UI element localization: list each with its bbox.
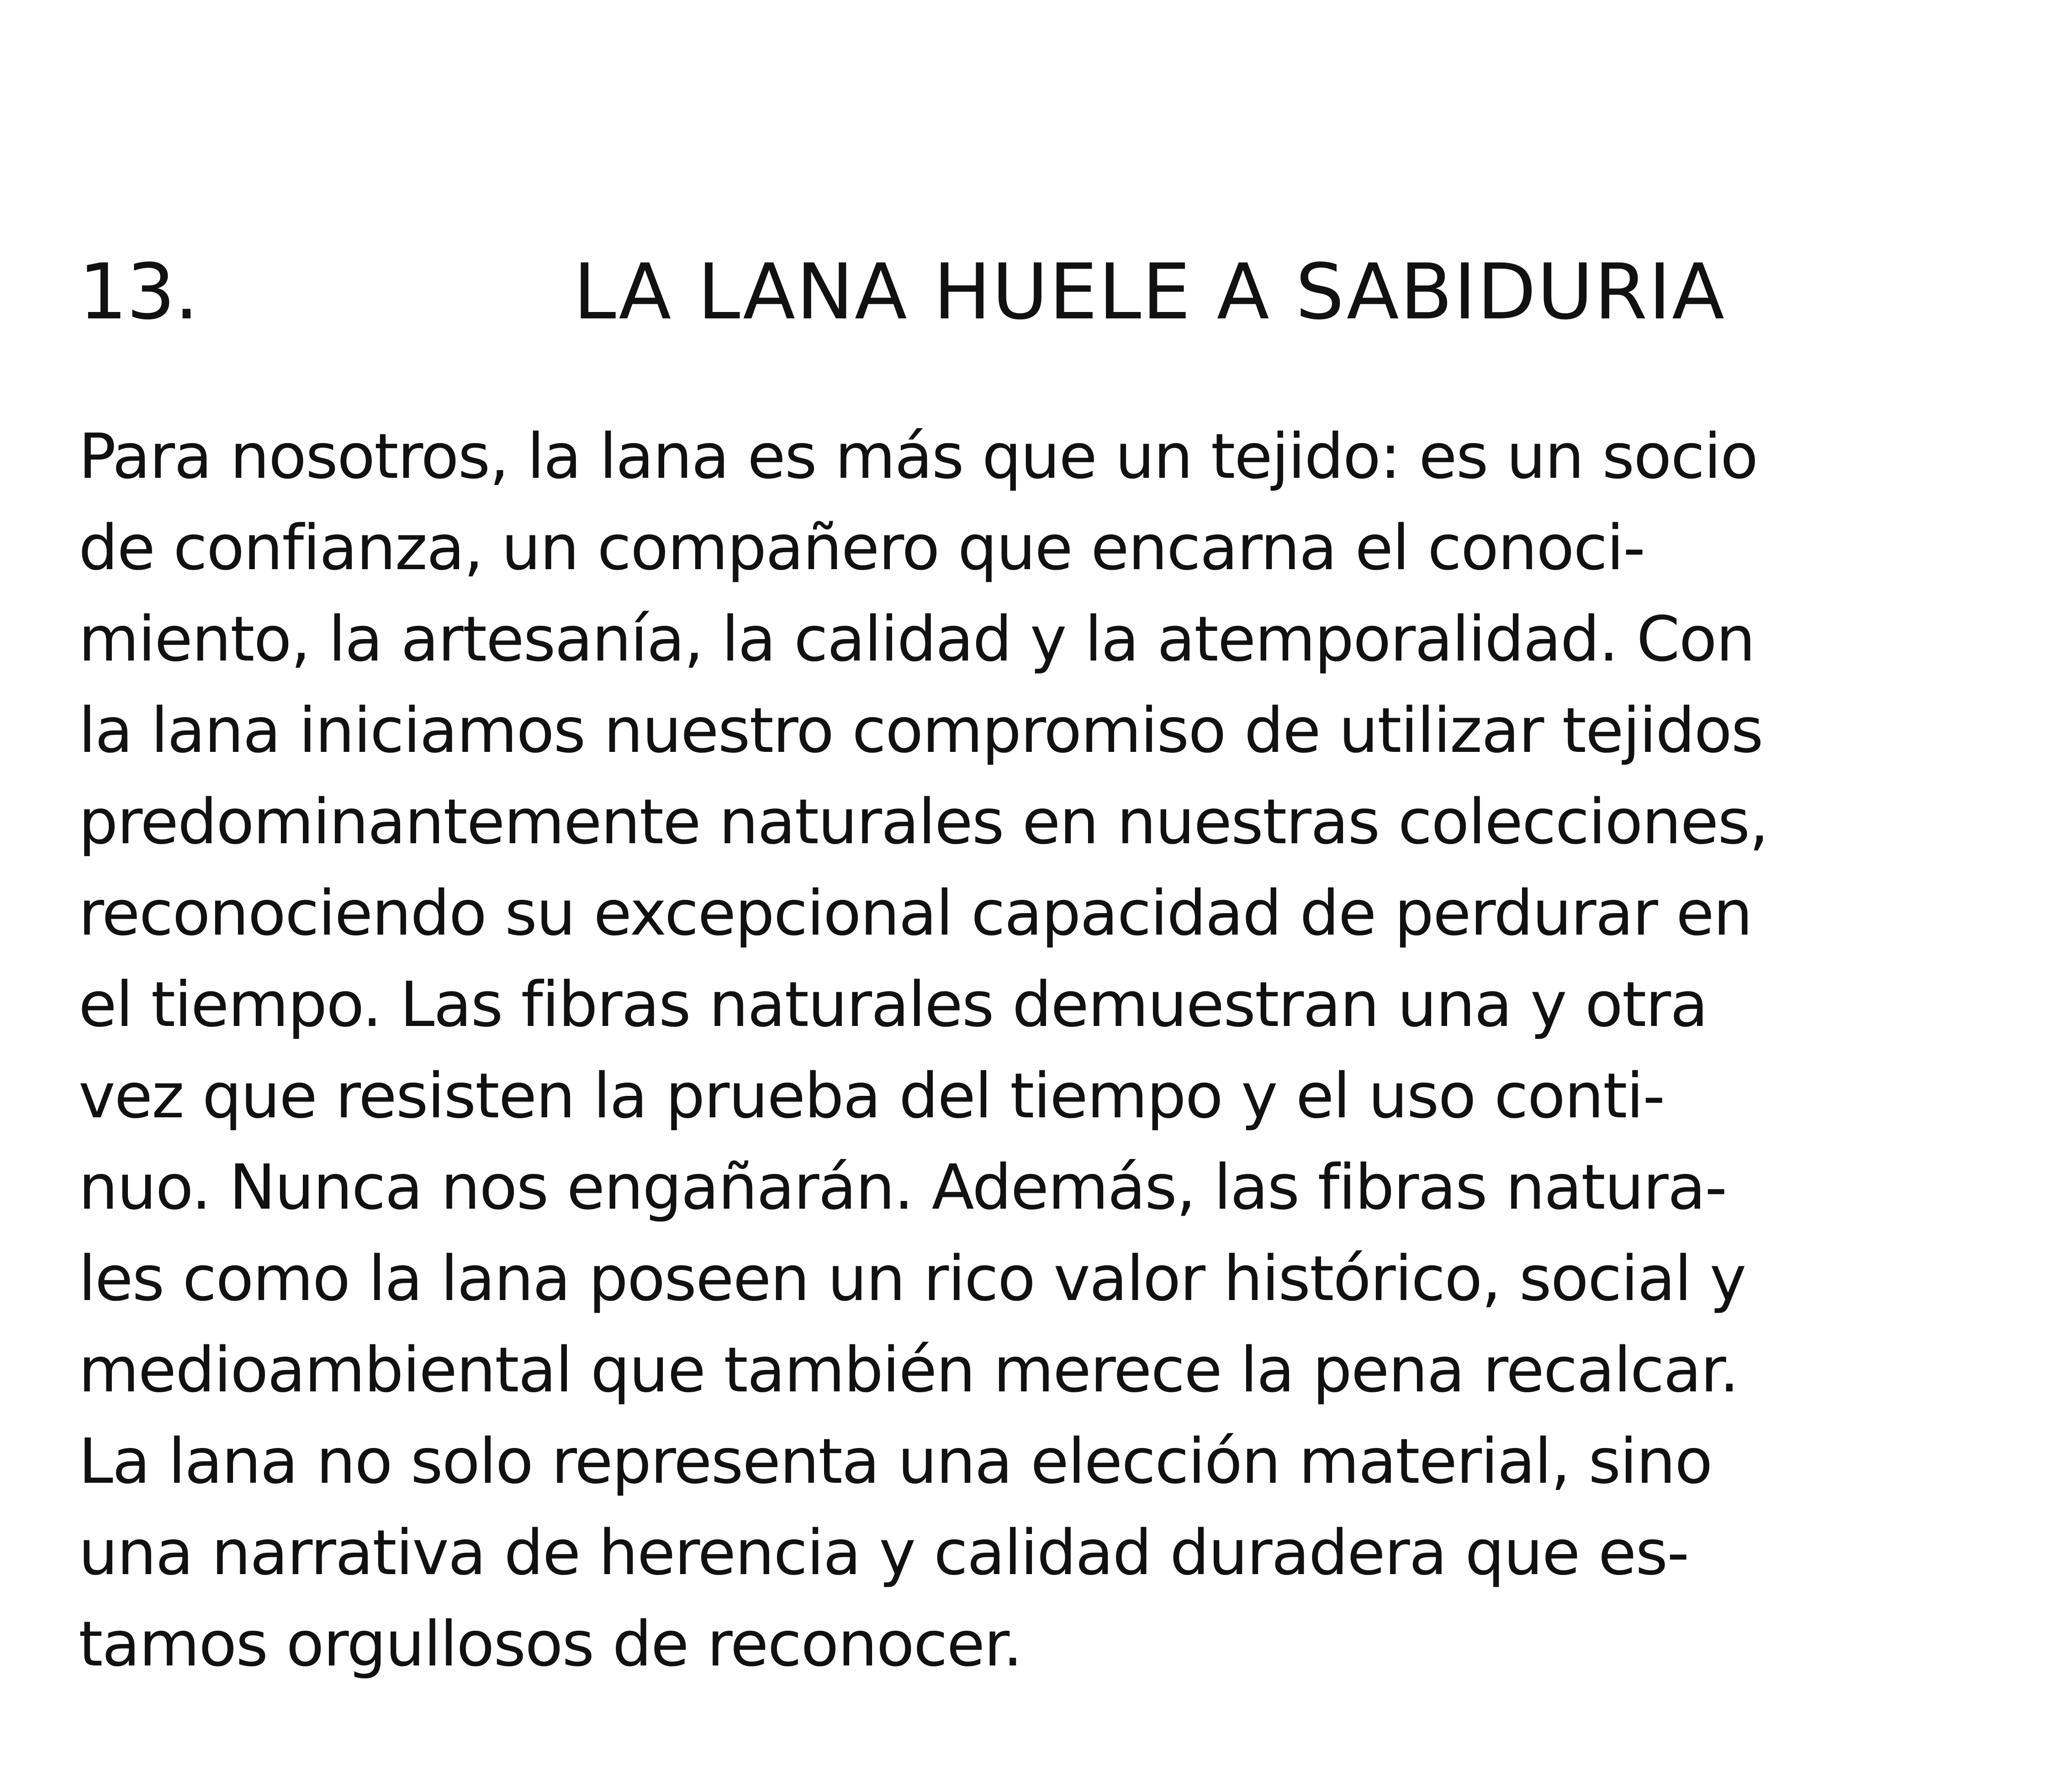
paragraph-line: reconociendo su excepcional capacidad de perdurar en [79, 877, 1752, 950]
paragraph-line: vez que resisten la prueba del tiempo y el uso conti- [79, 1060, 1665, 1132]
paragraph-line: una narrativa de herencia y calidad duradera que es- [79, 1517, 1689, 1589]
paragraph-line: tamos orgullosos de reconocer. [79, 1608, 1022, 1681]
section-number: 13. [79, 247, 198, 337]
paragraph-line: la lana iniciamos nuestro compromiso de utilizar tejidos [79, 695, 1763, 767]
paragraph-line: el tiempo. Las fibras naturales demuestran una y otra [79, 969, 1707, 1041]
body-paragraph [79, 411, 1997, 1690]
paragraph-line: nuo. Nunca nos engañarán. Además, las fibras natura- [79, 1152, 1727, 1224]
section-title: LA LANA HUELE A SABIDURIA [573, 247, 1726, 337]
paragraph-line: de confianza, un compañero que encarna el conoci- [79, 512, 1645, 584]
paragraph-line: les como la lana poseen un rico valor histórico, social y [79, 1243, 1746, 1315]
paragraph-line: predominantemente naturales en nuestras colecciones, [79, 786, 1768, 858]
paragraph-line: medioambiental que también merece la pena recalcar. [79, 1334, 1739, 1406]
paragraph-line: miento, la artesanía, la calidad y la atemporalidad. Con [79, 603, 1755, 676]
paragraph-line: Para nosotros, la lana es más que un tejido: es un socio [79, 421, 1758, 493]
paragraph-line: La lana no solo representa una elección material, sino [79, 1426, 1712, 1498]
